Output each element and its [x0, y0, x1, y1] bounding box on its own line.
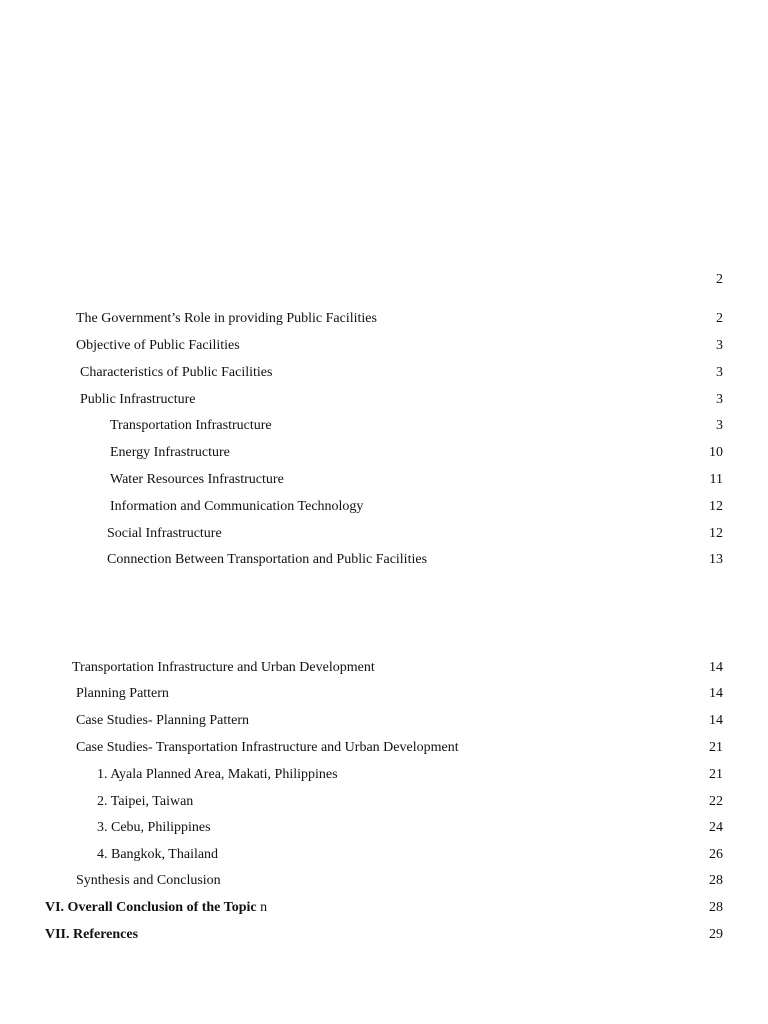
toc-page-number: 28	[709, 900, 723, 915]
toc-row	[0, 710, 768, 732]
toc-entry-label: Energy Infrastructure	[110, 445, 230, 460]
toc-page-number: 26	[709, 847, 723, 862]
toc-entry-label: Transportation Infrastructure and Urban Development	[72, 660, 375, 675]
toc-row	[0, 791, 768, 813]
toc-page-number: 21	[709, 740, 723, 755]
toc-page-number: 12	[709, 499, 723, 514]
toc-entry-label: Social Infrastructure	[107, 526, 222, 541]
toc-row	[0, 335, 768, 357]
toc-page-number: 12	[709, 526, 723, 541]
toc-entry-label: 4. Bangkok, Thailand	[97, 847, 219, 862]
toc-entry-label: 1. Ayala Planned Area, Makati, Philippines	[97, 767, 338, 782]
toc-row	[0, 442, 768, 464]
toc-page-number: 24	[709, 820, 723, 835]
toc-row	[0, 683, 768, 705]
toc-entry-label: Connection Between Transportation and Public Facilities	[107, 552, 428, 567]
toc-entry-label: Information and Communication Technology	[110, 499, 364, 514]
toc-page-number: 3	[716, 418, 723, 433]
toc-page-number: 13	[709, 552, 723, 567]
toc-entry-label: 3. Cebu, Philippines	[97, 820, 211, 835]
toc-entry-label: Synthesis and Conclusion	[76, 873, 221, 888]
toc-entry-label: Transportation Infrastructure	[110, 418, 272, 433]
toc-main-entry	[45, 897, 267, 919]
toc-entry-suffix: n	[256, 900, 268, 915]
toc-row	[0, 924, 768, 946]
toc-page-number: 29	[709, 927, 723, 942]
toc-row	[0, 469, 768, 491]
toc-entry-label: 2. Taipei, Taiwan	[97, 794, 194, 809]
toc-row	[0, 737, 768, 759]
toc-row	[0, 496, 768, 518]
toc-page-number: 10	[709, 445, 723, 460]
toc-entry-label: Characteristics of Public Facilities	[80, 365, 273, 380]
toc-row	[0, 269, 768, 291]
toc-row	[0, 844, 768, 866]
toc-entry-label: VI. Overall Conclusion of the Topic	[45, 900, 257, 915]
toc-row	[0, 764, 768, 786]
toc-row	[0, 415, 768, 437]
toc-page-number: 21	[709, 767, 723, 782]
toc-entry-label: Public Infrastructure	[80, 392, 196, 407]
toc-page-number: 14	[709, 713, 723, 728]
toc-row	[0, 870, 768, 892]
toc-entry-label: VII. References	[45, 927, 139, 942]
toc-entry-label: Case Studies- Transportation Infrastructure and Urban Development	[76, 740, 459, 755]
toc-row	[0, 657, 768, 679]
toc-page-number: 3	[716, 365, 723, 380]
toc-page-number: 22	[709, 794, 723, 809]
toc-row	[0, 362, 768, 384]
toc-entry-label: Case Studies- Planning Pattern	[76, 713, 250, 728]
toc-page-number: 3	[716, 392, 723, 407]
toc-entry-label: The Government’s Role in providing Public Facilities	[76, 311, 377, 326]
toc-row	[0, 817, 768, 839]
toc-page-number: 11	[709, 472, 723, 487]
toc-entry-label: Planning Pattern	[76, 686, 169, 701]
toc-row	[0, 549, 768, 571]
toc-row	[0, 389, 768, 411]
toc-row	[0, 523, 768, 545]
toc-page-number: 14	[709, 686, 723, 701]
toc-entry-label: Objective of Public Facilities	[76, 338, 240, 353]
toc-page-number: 28	[709, 873, 723, 888]
toc-page-number: 3	[716, 338, 723, 353]
toc-page-number: 2	[716, 311, 723, 326]
toc-entry-label: Water Resources Infrastructure	[110, 472, 284, 487]
toc-row	[0, 308, 768, 330]
toc-page-number: 2	[716, 272, 723, 287]
toc-row	[0, 897, 768, 919]
toc-page-number: 14	[709, 660, 723, 675]
